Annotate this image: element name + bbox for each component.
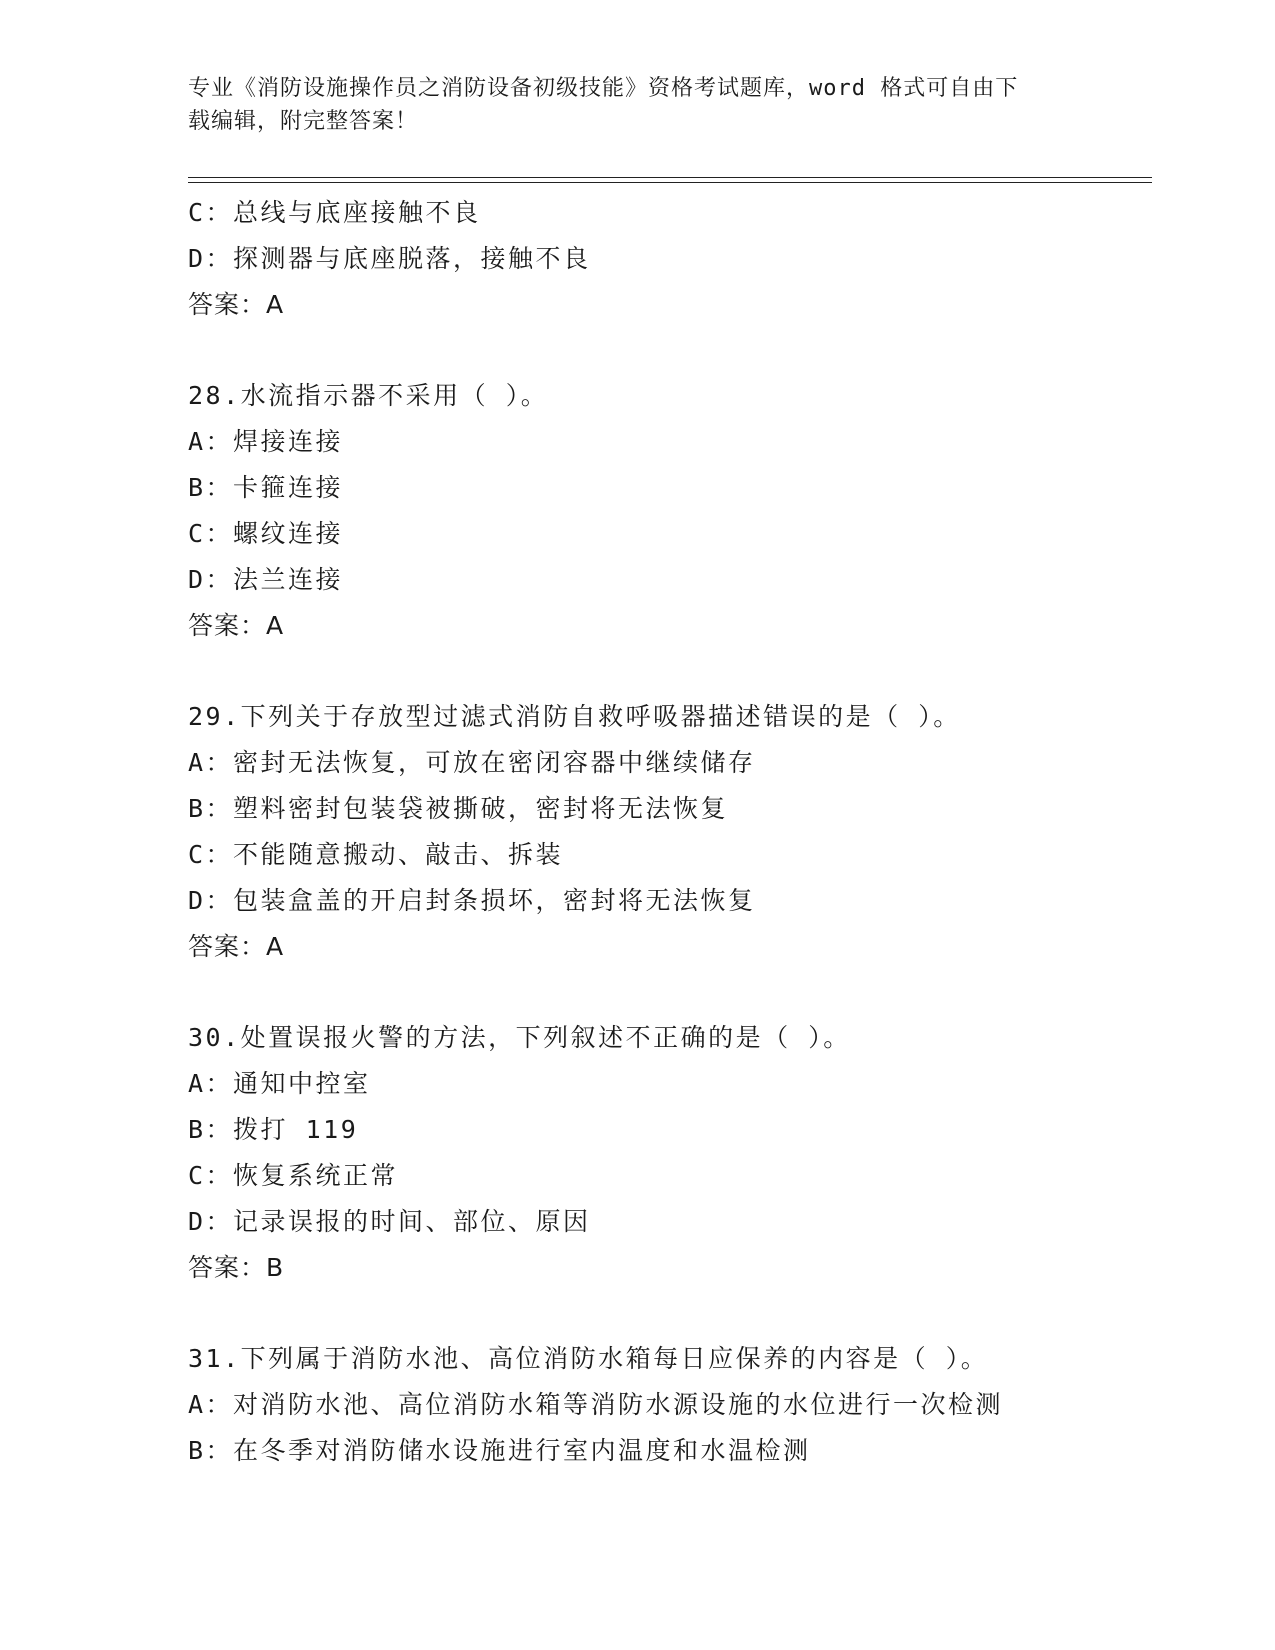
question-stem: 29.下列关于存放型过滤式消防自救呼吸器描述错误的是（ ）。 [188, 702, 961, 731]
answer: 答案：A [188, 611, 285, 640]
header-divider-bottom [188, 182, 1152, 183]
option-a: A：通知中控室 [188, 1069, 371, 1098]
option-c: C：总线与底座接触不良 [188, 198, 481, 227]
question-stem: 28.水流指示器不采用（ ）。 [188, 381, 549, 410]
answer: 答案：A [188, 290, 285, 319]
question-30 [188, 1015, 1148, 1291]
question-stem: 30.处置误报火警的方法，下列叙述不正确的是（ ）。 [188, 1023, 851, 1052]
option-b: B：在冬季对消防储水设施进行室内温度和水温检测 [188, 1436, 811, 1465]
question-27-partial [188, 190, 1148, 328]
header-line-2: 载编辑，附完整答案！ [188, 109, 419, 134]
header-divider-top [188, 177, 1152, 178]
question-31 [188, 1336, 1148, 1474]
option-c: C：恢复系统正常 [188, 1161, 399, 1190]
option-a: A：对消防水池、高位消防水箱等消防水源设施的水位进行一次检测 [188, 1390, 1004, 1419]
option-b: B：塑料密封包装袋被撕破，密封将无法恢复 [188, 794, 729, 823]
option-a: A：密封无法恢复，可放在密闭容器中继续储存 [188, 748, 756, 777]
question-29 [188, 694, 1148, 970]
answer: 答案：B [188, 1253, 285, 1282]
option-b: B：拨打 119 [188, 1115, 359, 1144]
question-28 [188, 373, 1148, 649]
option-d: D：探测器与底座脱落，接触不良 [188, 244, 591, 273]
option-c: C：不能随意搬动、敲击、拆装 [188, 840, 564, 869]
option-d: D：记录误报的时间、部位、原因 [188, 1207, 591, 1236]
option-a: A：焊接连接 [188, 427, 344, 456]
header-line-1: 专业《消防设施操作员之消防设备初级技能》资格考试题库，word 格式可自由下 [188, 76, 1019, 101]
option-d: D：法兰连接 [188, 565, 344, 594]
document-header [188, 72, 1088, 138]
option-d: D：包装盒盖的开启封条损坏，密封将无法恢复 [188, 886, 756, 915]
answer: 答案：A [188, 932, 285, 961]
option-b: B：卡箍连接 [188, 473, 344, 502]
question-stem: 31.下列属于消防水池、高位消防水箱每日应保养的内容是（ ）。 [188, 1344, 989, 1373]
option-c: C：螺纹连接 [188, 519, 344, 548]
question-list [188, 190, 1148, 1474]
